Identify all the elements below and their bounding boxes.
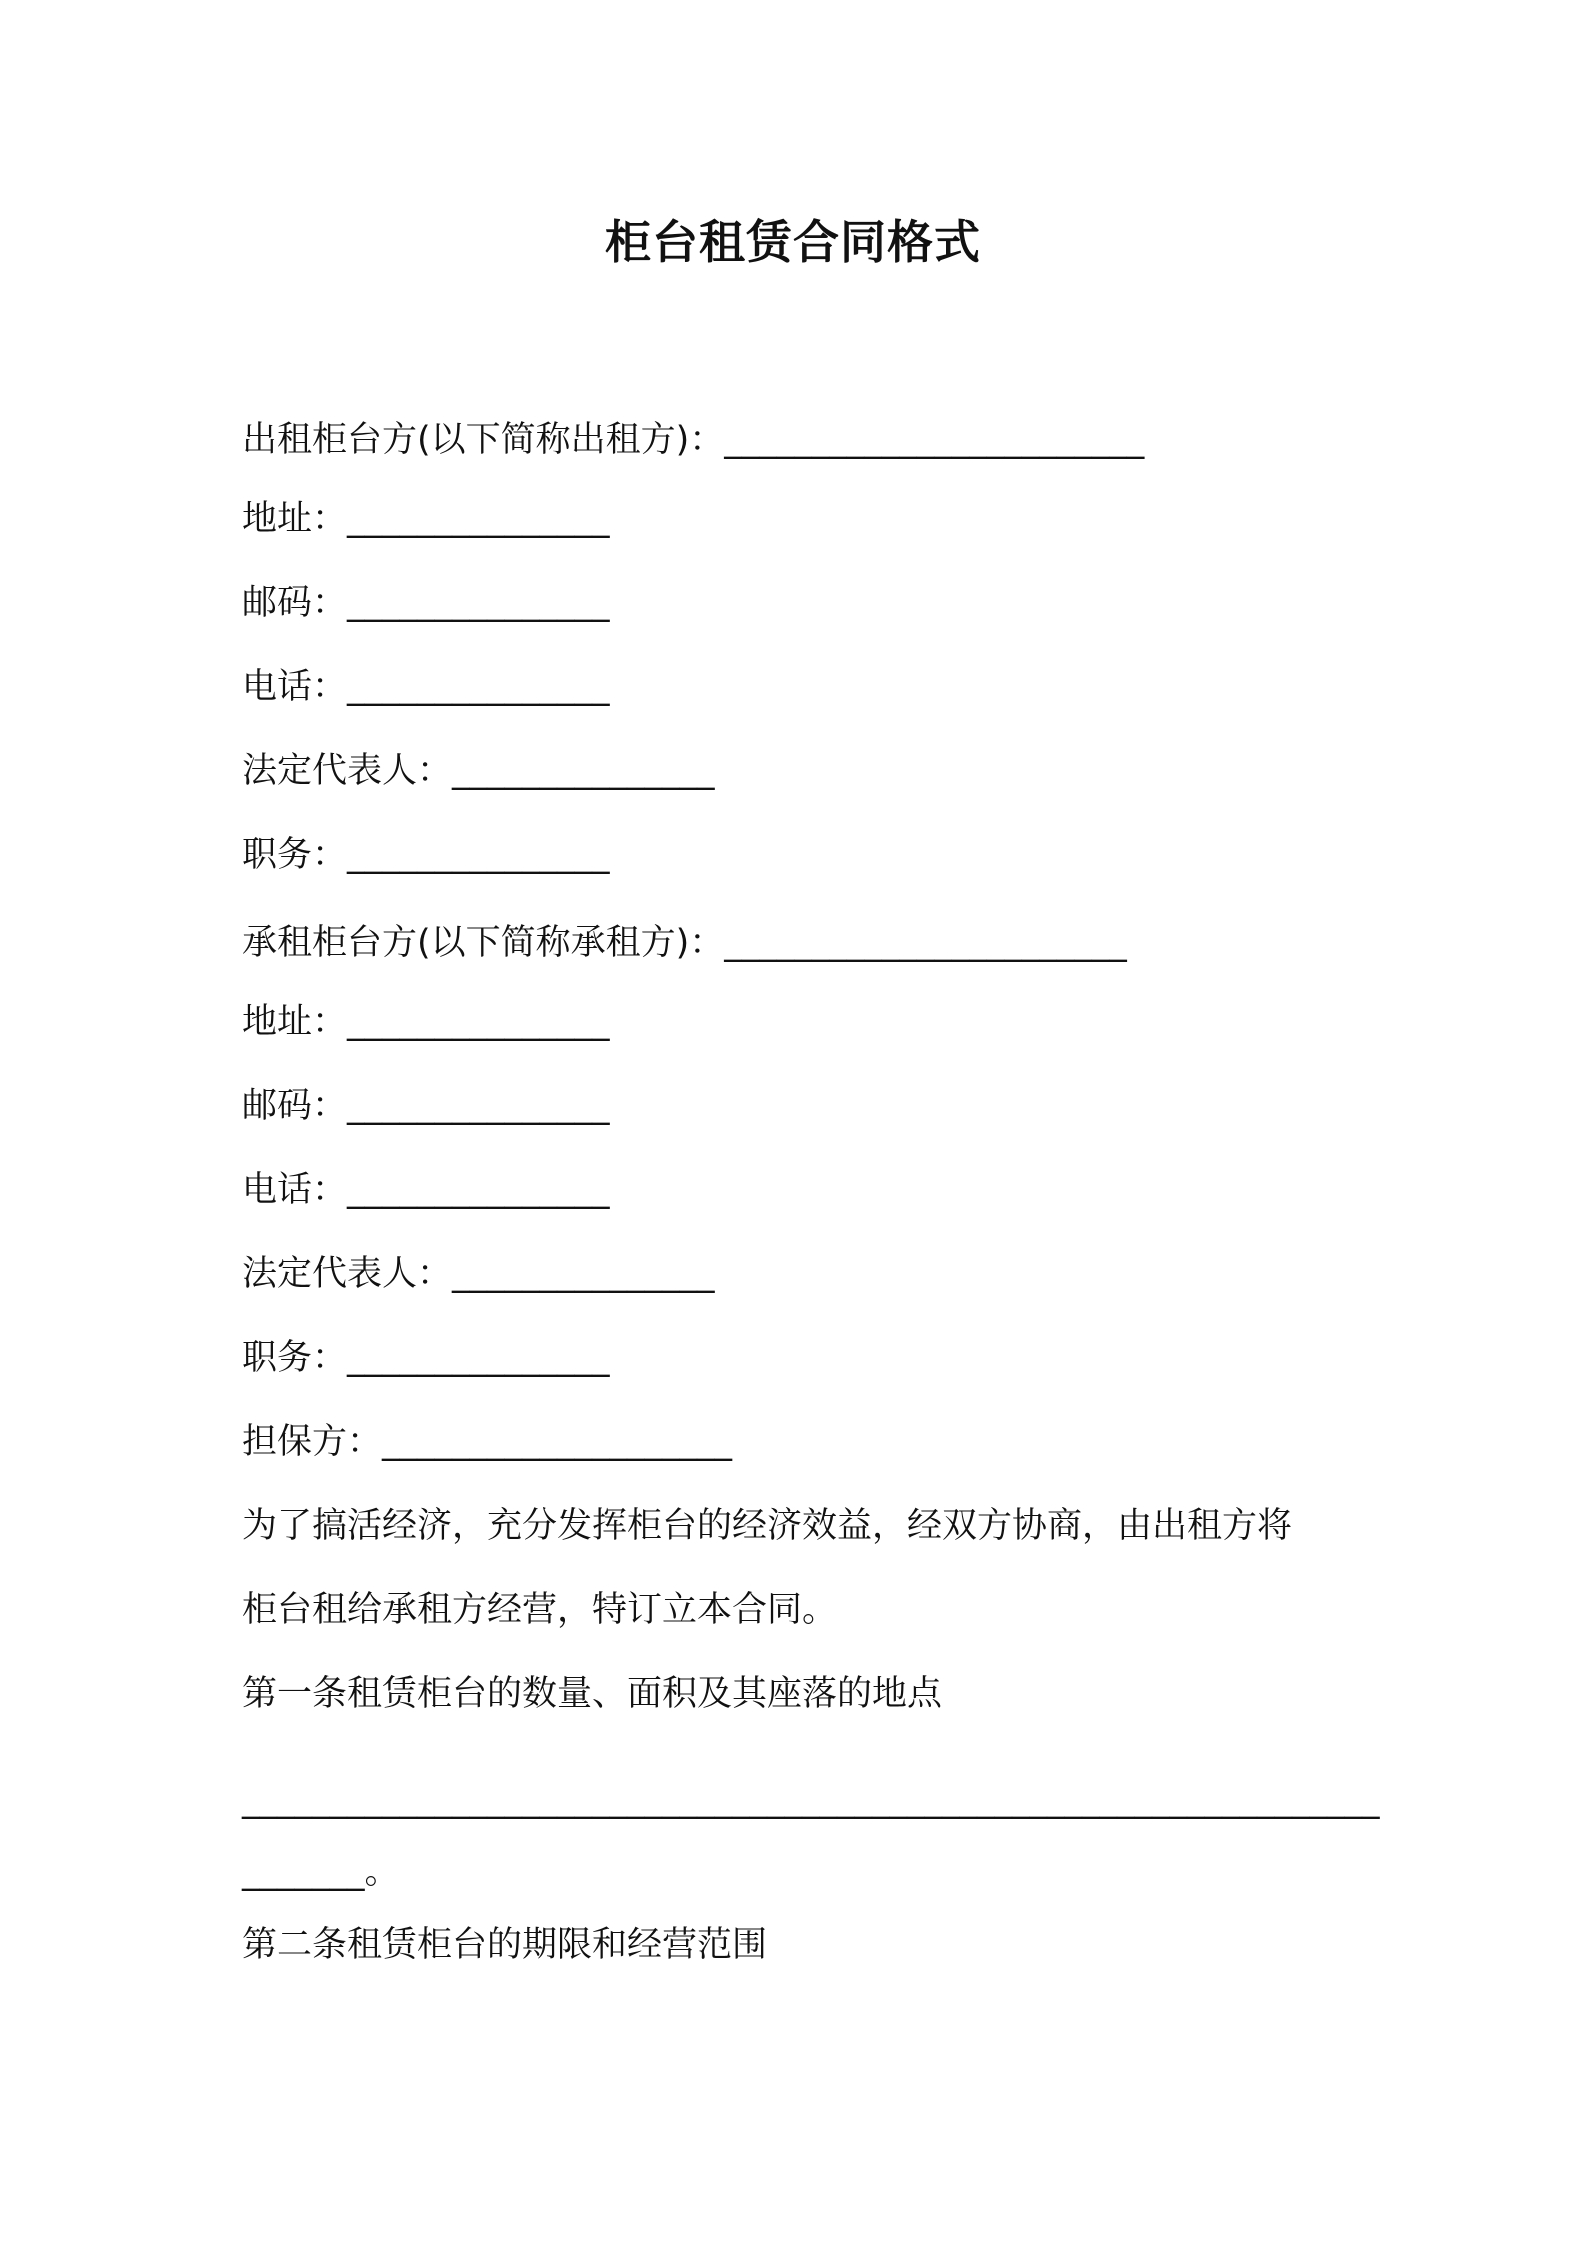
article-2-heading: 第二条租赁柜台的期限和经营范围 xyxy=(242,1925,768,1965)
lessor-position-line: 职务：_______________ xyxy=(242,835,610,875)
lessee-legal-rep-line: 法定代表人：_______________ xyxy=(242,1254,715,1294)
lessee-postcode-line: 邮码：_______________ xyxy=(242,1086,610,1126)
guarantor-line: 担保方：____________________ xyxy=(242,1422,733,1462)
preamble-paragraph-line-2: 柜台租给承租方经营，特订立本合同。 xyxy=(242,1590,838,1630)
preamble-paragraph-line-1: 为了搞活经济，充分发挥柜台的经济效益，经双方协商，由出租方将 xyxy=(242,1506,1293,1546)
lessor-address-line: 地址：_______________ xyxy=(242,499,610,539)
lessor-postcode-line: 邮码：_______________ xyxy=(242,583,610,623)
document-title: 柜台租赁合同格式 xyxy=(605,215,981,269)
article-1-blank-line-2: _______。 xyxy=(242,1852,400,1892)
lessee-phone-line: 电话：_______________ xyxy=(242,1170,610,1210)
lessor-party-line: 出租柜台方(以下简称出租方)：________________________ xyxy=(242,420,1145,460)
lessee-position-line: 职务：_______________ xyxy=(242,1338,610,1378)
lessee-address-line: 地址：_______________ xyxy=(242,1002,610,1042)
article-1-blank-line-1: _________________________________________________________________ xyxy=(242,1780,1380,1820)
lessor-legal-rep-line: 法定代表人：_______________ xyxy=(242,751,715,791)
lessor-phone-line: 电话：_______________ xyxy=(242,667,610,707)
lessee-party-line: 承租柜台方(以下简称承租方)：_______________________ xyxy=(242,923,1127,963)
article-1-heading: 第一条租赁柜台的数量、面积及其座落的地点 xyxy=(242,1674,943,1714)
